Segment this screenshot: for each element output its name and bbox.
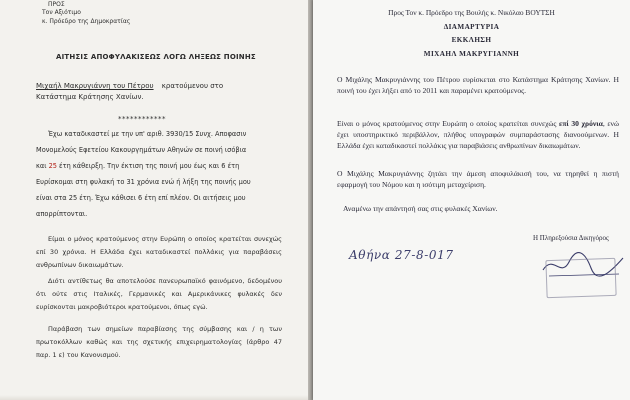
- applicant-line: [36, 82, 223, 90]
- para2-bold: επί 30 χρόνια: [558, 118, 603, 128]
- para2-prefix: Είναι ο μόνος κρατούμενος στην Ευρώπη ο οποίος κρατείται συνεχώς: [337, 118, 557, 128]
- letter-paragraph-1: Ο Μιχάλης Μακρυγιάννης του Πέτρου ευρίσκεται στο Κατάστημα Κράτησης Χανίων. Η ποινή του έχει λήξει από το 2011 και παραμένει κρατούμενος.: [337, 74, 619, 95]
- body-line-4: Ευρίσκομαι στη φυλακή το 31 χρόνια ενώ ή λήξη της ποινής μου: [36, 178, 251, 186]
- left-document-page: [0, 0, 308, 400]
- scan-edge: [0, 395, 308, 400]
- letter-paragraph-4: Αναμένω την απάντησή σας στις φυλακές Χανίων.: [343, 204, 498, 213]
- lawyer-stamp: [545, 258, 616, 298]
- paragraph-3: Διότι αντίθετως θα αποτελούσε πανευρωπαϊκό φαινόμενο, δεδομένου ότι ούτε στις Ιταλικές, Γερμανικές και Αμερικάνικες φυλακές δεν ευρίσκονται μακροβιότεροι κρατούμενοι, όπως εγώ.: [36, 276, 282, 311]
- paragraph-2: Είμαι ο μόνος κρατούμενος στην Ευρώπη ο οποίος κρατείται συνεχώς επί 30 χρόνια. Η Ελλάδα έχει καταδικαστεί πολλάκις για παραβάσεις ανθρωπίνων δικαιωμάτων.: [36, 234, 282, 269]
- heading-appeal: ΕΚΚΛΗΣΗ: [451, 36, 492, 44]
- heading-protest: ΔΙΑΜΑΡΤΥΡΙΑ: [443, 23, 500, 31]
- body-line-3: και 25 έτη κάθειρξη. Την έκτιση της ποινή μου έως και 6 έτη: [36, 162, 240, 170]
- body-line-6: απορρίπτονται.: [36, 210, 88, 218]
- separator-stars: ************: [118, 115, 166, 123]
- address-line-3: κ. Πρόεδρο της Δημοκρατίας: [42, 18, 131, 25]
- document-title: ΑΙΤΗΣΙΣ ΑΠΟΦΥΛΑΚΙΣΕΩΣ ΛΟΓΩ ΛΗΞΕΩΣ ΠΟΙΝΗΣ: [56, 53, 256, 61]
- letter-header: Προς Τον κ. Πρόεδρο της Βουλής κ. Νικόλαο ΒΟΥΤΣΗ: [388, 8, 555, 17]
- letter-paragraph-2: [337, 118, 619, 151]
- para2-rest: , ενώ έχει υποστηρικτικό περιβάλλον, πλήθος υπογραφών συμπαράστασης διανοούμενων. Η Ελλάδα έχει καταδικαστεί πολλάκις για παραβιάσεις ανθρωπίνων δικαιωμάτων.: [337, 118, 619, 150]
- address-line-1: ΠΡΟΣ: [48, 1, 65, 8]
- applicant-name: Μιχαήλ Μακρυγιάννη του Πέτρου: [36, 82, 154, 90]
- applicant-line-2: Κατάστημα Κράτησης Χανίων.: [36, 93, 144, 101]
- letter-paragraph-3: Ο Μιχάλης Μακρυγιάννης ζητάει την άμεση αποφυλάκισή του, να τηρηθεί η πιστή εφαρμογή του Νόμου και η ισότιμη μεταχείριση.: [337, 168, 619, 189]
- address-line-2: Τον Αξιότιμο: [42, 9, 81, 16]
- handwritten-date: Αθήνα 27-8-017: [349, 248, 454, 262]
- heading-name: ΜΙΧΑΗΛ ΜΑΚΡΥΓΙΑΝΝΗ: [423, 50, 520, 58]
- paragraph-4: Παράβαση των σημείων παραβίασης της σύμβασης και / η των πρωτοκόλλων καθώς και της σχετικής επιχειρηματολογίας (άρθρο 47 παρ. 1 ε) του Κανονισμού.: [36, 324, 282, 359]
- body-line-5: είναι στα 25 έτη. Έχω κάθισει 6 έτη επί πλέον. Οι αιτήσεις μου: [36, 194, 246, 202]
- right-document-page: [313, 0, 630, 400]
- applicant-suffix: κρατούμενου στο: [161, 82, 224, 90]
- body-line-1: Έχω καταδικαστεί με την υπ' αριθ. 3930/15 Συνχ. Αποφασιν: [48, 130, 247, 138]
- body-line-2: Μονομελούς Εφετείου Κακουργημάτων Αθηνών σε ποινή ισόβια: [36, 146, 247, 154]
- signature-label: Η Πληρεξούσια Δικηγόρος: [533, 234, 609, 242]
